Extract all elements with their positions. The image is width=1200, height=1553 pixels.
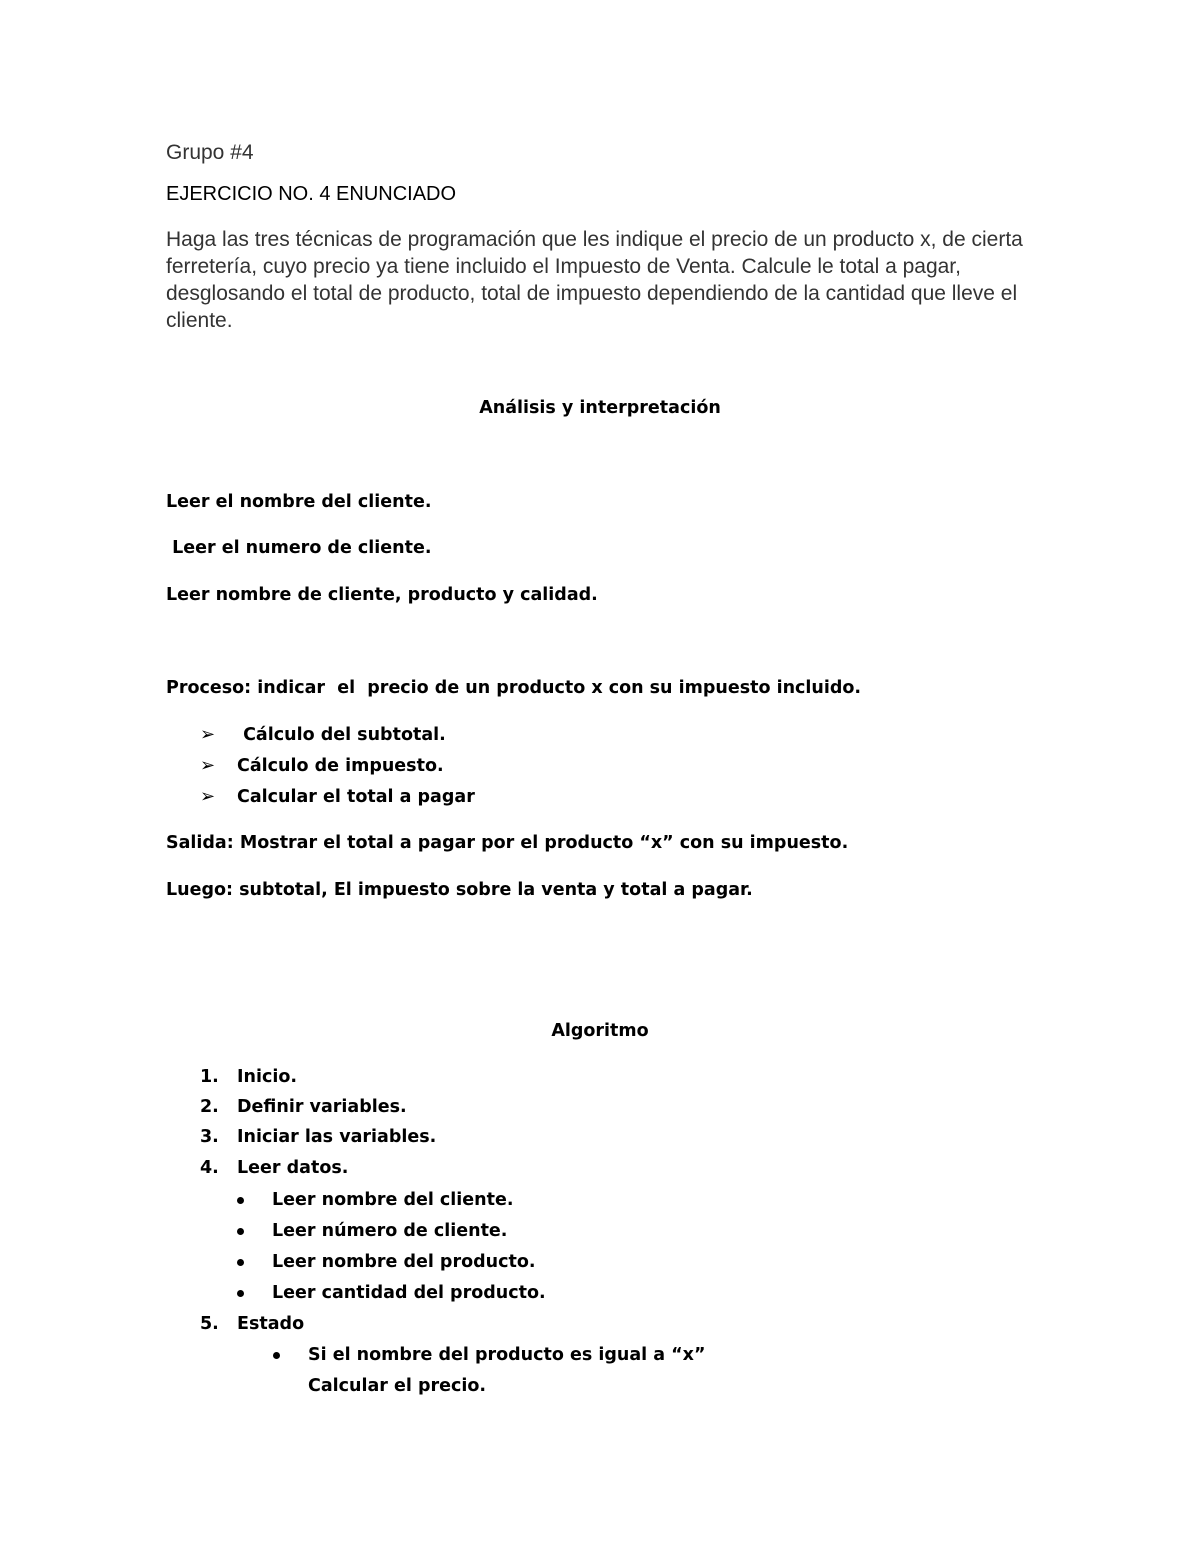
condition-item xyxy=(273,1345,705,1365)
analysis-heading: Análisis y interpretación xyxy=(479,398,721,418)
process-step xyxy=(200,786,475,807)
step-number: 5. xyxy=(200,1314,219,1334)
condition-label: Si el nombre del producto es igual a “x” xyxy=(308,1345,706,1365)
step-text: Inicio. xyxy=(237,1067,298,1087)
step-text: Iniciar las variables. xyxy=(237,1127,437,1147)
process-step-label: Cálculo de impuesto. xyxy=(237,755,444,776)
exercise-statement: Haga las tres técnicas de programación que les indique el precio de un producto x, de cierta ferretería, cuyo precio ya tiene incluido el Impuesto de Venta. Calcule le total a pagar, desglosando el total de producto, total de impuesto dependiendo de la cantidad que lleve el cliente. xyxy=(166,228,1023,332)
read-item-label: Leer nombre del cliente. xyxy=(272,1190,514,1210)
read-item xyxy=(237,1252,536,1272)
arrow-bullet-icon: ➢ xyxy=(200,724,216,745)
exercise-title: EJERCICIO NO. 4 ENUNCIADO xyxy=(166,183,457,205)
then-line: Luego: subtotal, El impuesto sobre la venta y total a pagar. xyxy=(166,880,753,900)
process-step xyxy=(200,755,444,776)
group-label: Grupo #4 xyxy=(166,141,254,164)
process-line: Proceso: indicar el precio de un producto x con su impuesto incluido. xyxy=(166,678,862,698)
dot-bullet-icon xyxy=(237,1290,244,1297)
step-text: Definir variables. xyxy=(237,1097,407,1117)
read-item xyxy=(237,1283,546,1303)
read-item-label: Leer cantidad del producto. xyxy=(272,1283,546,1303)
algorithm-heading: Algoritmo xyxy=(551,1021,649,1041)
process-step xyxy=(200,724,446,745)
dot-bullet-icon xyxy=(273,1352,280,1359)
step-number: 2. xyxy=(200,1097,219,1117)
algorithm-step xyxy=(200,1097,407,1117)
process-step-label: Calcular el total a pagar xyxy=(237,786,475,807)
analysis-line: Leer nombre de cliente, producto y calidad. xyxy=(166,585,598,605)
step-number: 4. xyxy=(200,1158,219,1178)
arrow-bullet-icon: ➢ xyxy=(200,786,216,807)
algorithm-step xyxy=(200,1314,304,1334)
step-number: 1. xyxy=(200,1067,219,1087)
algorithm-step xyxy=(200,1158,348,1178)
process-step-label: Cálculo del subtotal. xyxy=(237,724,446,745)
dot-bullet-icon xyxy=(237,1259,244,1266)
read-item xyxy=(237,1190,514,1210)
step-text: Leer datos. xyxy=(237,1158,349,1178)
read-item-label: Leer nombre del producto. xyxy=(272,1252,536,1272)
analysis-line: Leer el numero de cliente. xyxy=(166,538,432,558)
arrow-bullet-icon: ➢ xyxy=(200,755,216,776)
step-number: 3. xyxy=(200,1127,219,1147)
dot-bullet-icon xyxy=(237,1197,244,1204)
analysis-line: Leer el nombre del cliente. xyxy=(166,492,432,512)
read-item xyxy=(237,1221,507,1241)
dot-bullet-icon xyxy=(237,1228,244,1235)
output-line: Salida: Mostrar el total a pagar por el producto “x” con su impuesto. xyxy=(166,833,849,853)
algorithm-step xyxy=(200,1127,436,1147)
step-text: Estado xyxy=(237,1314,305,1334)
algorithm-step xyxy=(200,1067,297,1087)
action-line: Calcular el precio. xyxy=(308,1376,487,1396)
read-item-label: Leer número de cliente. xyxy=(272,1221,508,1241)
